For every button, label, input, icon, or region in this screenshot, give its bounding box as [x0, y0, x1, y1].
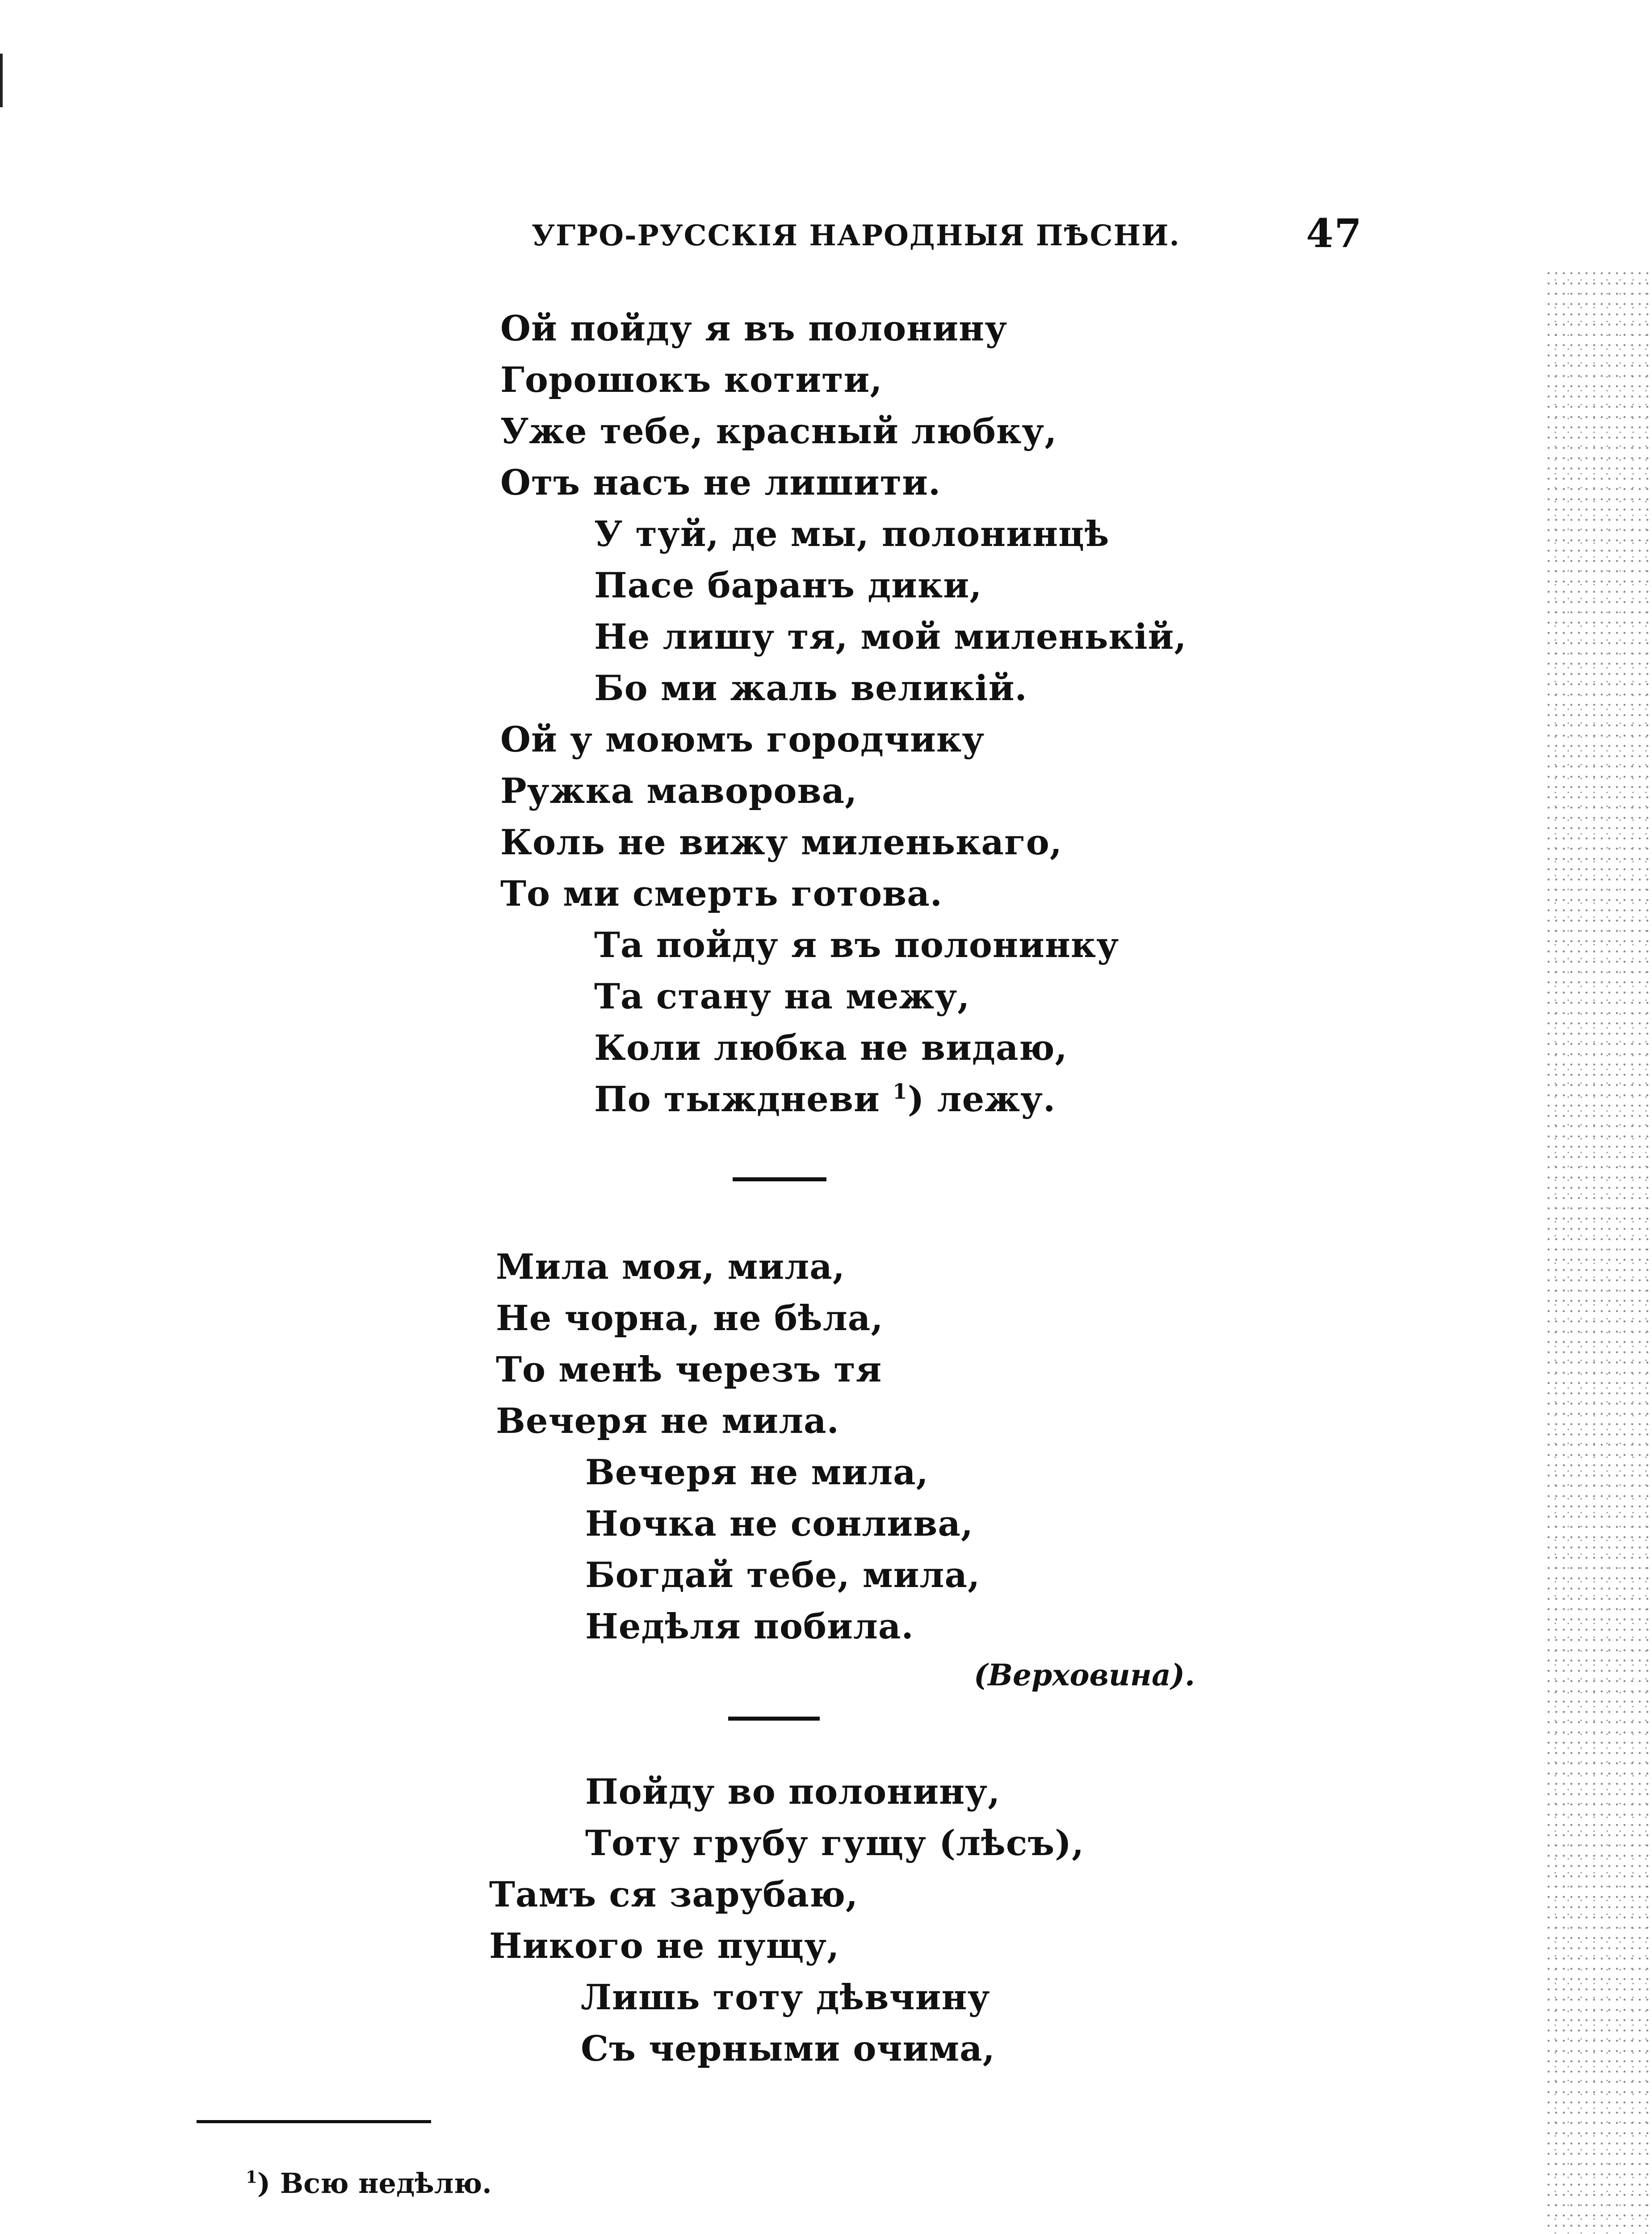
poem2-line-2: Не чорна, не бѣла, [496, 1298, 884, 1339]
poem3-line-2: Тоту грубу гущу (лѣсъ), [585, 1823, 1085, 1864]
poem2-line-7: Богдай тебе, мила, [585, 1555, 981, 1596]
footnote-marker: 1 [246, 2167, 257, 2187]
running-header [532, 210, 1367, 264]
poem1-line-6: Пасе баранъ дики, [594, 565, 982, 606]
scan-edge-noise [1545, 268, 1652, 2234]
poem2-line-1: Мила моя, мила, [496, 1247, 845, 1287]
poem3-line-6: Съ черными очима, [581, 2028, 995, 2069]
poem1-line-1: Ой пойду я въ полонину [500, 308, 1008, 349]
poem2-line-3: То менѣ черезъ тя [496, 1349, 882, 1390]
poem1-line-2: Горошокъ котити, [500, 360, 883, 400]
poem3-line-4: Никого не пущу, [489, 1926, 840, 1966]
source-attribution: (Верховина). [974, 1658, 1195, 1692]
poem1-line-12: То ми смерть готова. [500, 873, 943, 914]
footnote-ref: 1 [893, 1079, 908, 1104]
poem1-line-16 [594, 1079, 1056, 1120]
section-divider [733, 1177, 826, 1181]
poem1-line-15: Коли любка не видаю, [594, 1028, 1068, 1068]
poem2-line-8: Недѣля побила. [585, 1606, 914, 1647]
poem2-line-5: Вечеря не мила, [585, 1452, 929, 1493]
line-text-end: ) лежу. [907, 1079, 1056, 1120]
poem1-line-11: Коль не вижу миленькаго, [500, 822, 1062, 863]
footnote-text: ) Всю недѣлю. [257, 2167, 492, 2200]
poem1-line-9: Ой у моюмъ городчику [500, 719, 985, 760]
footnote-rule [197, 2120, 431, 2123]
poem2-line-6: Ночка не сонлива, [585, 1503, 974, 1544]
running-title: УГРО-РУССКІЯ НАРОДНЫЯ ПѢСНИ. [532, 219, 1180, 252]
poem1-line-4: Отъ насъ не лишити. [500, 462, 941, 503]
scan-edge-mark [0, 54, 3, 107]
poem1-line-5: У туй, де мы, полонинцѣ [594, 514, 1110, 554]
poem2-line-4: Вечеря не мила. [496, 1401, 839, 1441]
line-text: По тыждневи [594, 1079, 880, 1120]
poem3-line-5: Лишь тоту дѣвчину [581, 1977, 990, 2018]
section-divider-2 [728, 1717, 820, 1721]
poem1-line-13: Та пойду я въ полонинку [594, 925, 1120, 966]
footnote [246, 2167, 492, 2200]
poem3-line-3: Тамъ ся зарубаю, [489, 1874, 859, 1915]
poem1-line-14: Та стану на межу, [594, 976, 970, 1017]
poem1-line-3: Уже тебе, красный любку, [500, 411, 1057, 452]
poem1-line-10: Ружка маворова, [500, 771, 858, 811]
poem3-line-1: Пойду во полонину, [585, 1772, 1001, 1812]
poem1-line-7: Не лишу тя, мой миленькій, [594, 617, 1187, 657]
poem1-line-8: Бо ми жаль великій. [594, 668, 1027, 709]
page-number: 47 [1306, 210, 1363, 256]
